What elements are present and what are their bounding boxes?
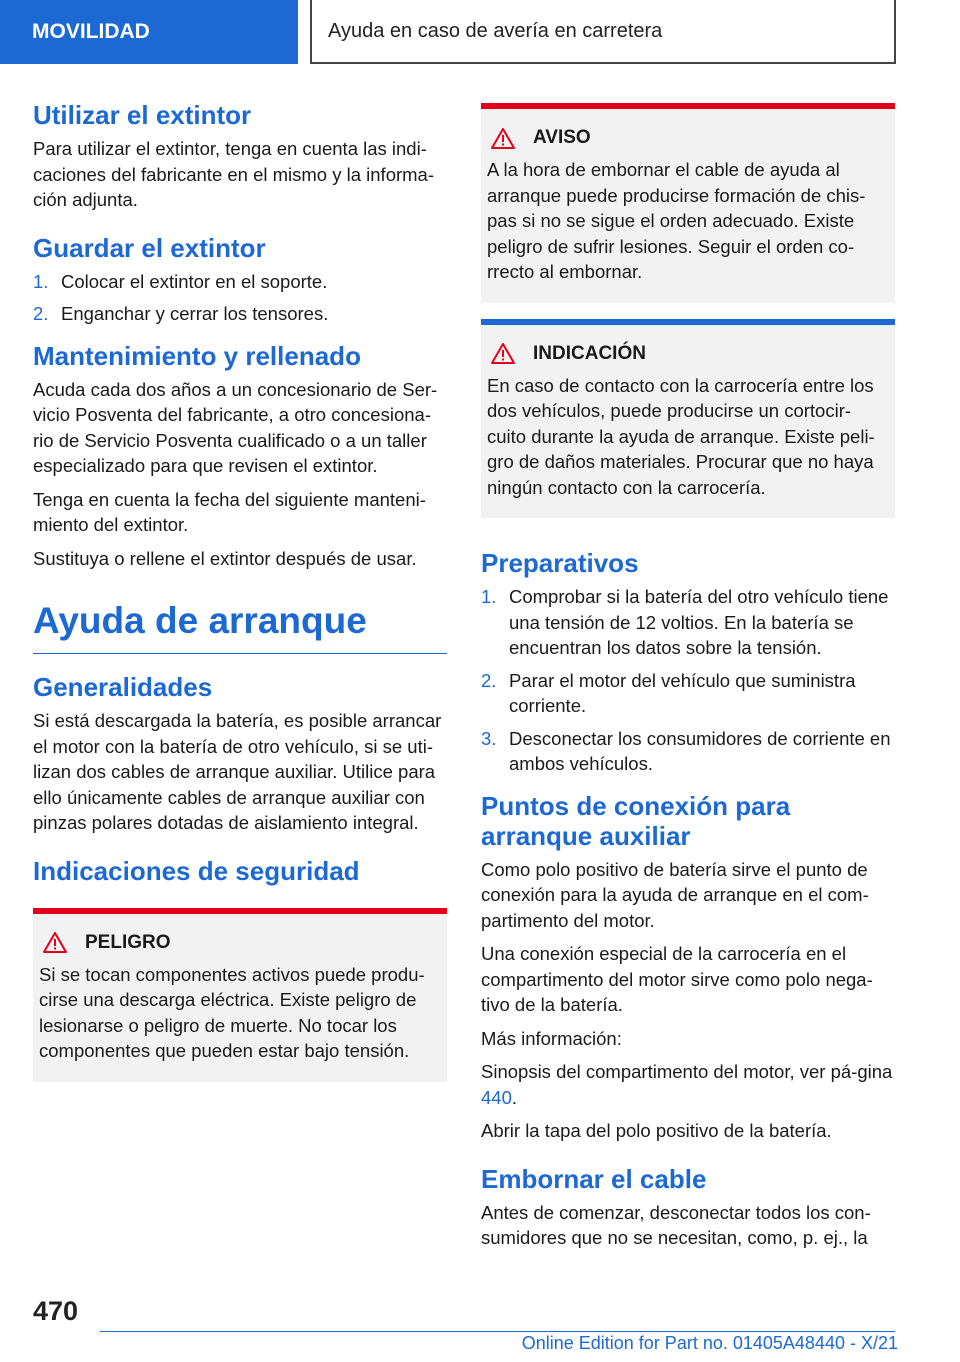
paragraph-general: Si está descargada la batería, es posible arrancar el motor con la batería de otro vehículo, si se uti-lizan dos cables de arranque auxiliar. Utilice para ello únicamente cables de arranque auxiliar con pinzas polares dotadas de aislamiento integral. <box>33 710 442 833</box>
heading-use-extinguisher: Utilizar el extintor <box>33 100 252 130</box>
danger-title-row <box>43 932 439 954</box>
step-number: 1. <box>33 270 49 292</box>
warning-triangle-icon <box>491 128 515 149</box>
notice-text: A la hora de embornar el cable de ayuda al arranque puede producirse formación de chis-pas si no se sigue el orden adecuado. Existe peligro de sufrir lesiones. Seguir el orden co-rrecto al embornar. <box>487 159 866 282</box>
preparation-steps-list <box>481 584 895 777</box>
list-item <box>481 726 895 777</box>
store-steps-list <box>33 269 447 327</box>
heading-connect-cable: Embornar el cable <box>481 1163 707 1194</box>
warning-triangle-icon <box>491 343 515 364</box>
step-number: 3. <box>481 727 497 749</box>
heading-safety: Indicaciones de seguridad <box>33 855 360 886</box>
step-text: Enganchar y cerrar los tensores. <box>61 303 329 324</box>
paragraph-more-info: Más información: <box>481 1027 622 1049</box>
step-number: 2. <box>481 669 497 691</box>
paragraph-maintenance-3: Sustituya o rellene el extintor después de usar. <box>33 547 417 569</box>
warning-triangle-icon <box>43 932 67 953</box>
paragraph-maintenance-2: Tenga en cuenta la fecha del siguiente manteni-miento del extintor. <box>33 488 426 535</box>
list-item <box>481 584 895 661</box>
step-text: Comprobar si la batería del otro vehículo tiene una tensión de 12 voltios. En la batería se encuentran los datos sobre la tensión. <box>509 586 889 658</box>
step-number: 1. <box>481 586 497 607</box>
heading-store-extinguisher: Guardar el extintor <box>33 232 266 263</box>
danger-title: PELIGRO <box>85 931 171 953</box>
heading-preparations: Preparativos <box>481 548 639 578</box>
page-link-440[interactable]: 440 <box>481 1086 512 1108</box>
footer-divider <box>100 1331 895 1332</box>
paragraph-connect-cable: Antes de comenzar, desconectar todos los con-sumidores que no se necesitan, como, p. ej., la <box>481 1201 871 1248</box>
notice-title-row <box>491 127 887 149</box>
indication-title: INDICACIÓN <box>533 342 646 364</box>
list-item <box>33 301 447 327</box>
list-item <box>481 668 895 719</box>
heading-general: Generalidades <box>33 672 213 702</box>
indication-box <box>481 319 895 519</box>
notice-title: AVISO <box>533 127 591 148</box>
left-column <box>33 100 447 1094</box>
page-number: 470 <box>33 1296 79 1326</box>
paragraph-reference <box>481 1059 895 1110</box>
step-text: Parar el motor del vehículo que suministra corriente. <box>509 669 856 716</box>
paragraph-use-extinguisher: Para utilizar el extintor, tenga en cuenta las indi-caciones del fabricante en el mismo y la informa-ción adjunta. <box>33 138 435 210</box>
heading-maintenance: Mantenimiento y rellenado <box>33 340 361 371</box>
indication-title-row <box>491 343 887 365</box>
chapter-header <box>310 0 896 64</box>
reference-end: . <box>511 1086 518 1108</box>
notice-box <box>481 103 895 303</box>
indication-text: En caso de contacto con la carrocería entre los dos vehículos, puede producirse un cortocir-cuito durante la ayuda de arranque. Existe peli-gro de daños materiales. Procurar que no haya ningún contacto con la carrocería. <box>487 374 875 498</box>
edition-footer: Online Edition for Part no. 01405A48440 - X/21 <box>521 1333 898 1353</box>
step-number: 2. <box>33 303 49 324</box>
list-item <box>33 269 447 295</box>
section-tab <box>0 0 298 64</box>
paragraph-open-cover: Abrir la tapa del polo positivo de la batería. <box>481 1120 832 1141</box>
danger-text: Si se tocan componentes activos puede produ-cirse una descarga eléctrica. Existe peligro de lesionarse o peligro de muerte. No tocar los componentes que pueden estar bajo tensión. <box>39 963 425 1061</box>
heading-connection-points: Puntos de conexión para arranque auxiliar <box>481 790 791 851</box>
step-text: Colocar el extintor en el soporte. <box>61 270 328 292</box>
paragraph-maintenance-1: Acuda cada dos años a un concesionario de Ser-vicio Posventa del fabricante, a otro concesiona-rio de Servicio Posventa cualificado o a un taller especializado para que revisen el extintor. <box>33 378 438 476</box>
reference-text: Sinopsis del compartimento del motor, ver pá-gina <box>481 1061 893 1082</box>
chapter-title: Ayuda en caso de avería en carretera <box>328 19 663 42</box>
step-text: Desconectar los consumidores de corriente en ambos vehículos. <box>509 727 891 774</box>
paragraph-connection-points-1: Como polo positivo de batería sirve el punto de conexión para la ayuda de arranque en el com-partimento del motor. <box>481 858 869 931</box>
right-column <box>481 103 895 1259</box>
paragraph-connection-points-2: Una conexión especial de la carrocería en el compartimento del motor sirve como polo nega-tivo de la batería. <box>481 943 873 1015</box>
danger-box <box>33 908 447 1082</box>
heading-jump-start: Ayuda de arranque <box>33 597 447 654</box>
section-title: MOVILIDAD <box>32 20 150 43</box>
